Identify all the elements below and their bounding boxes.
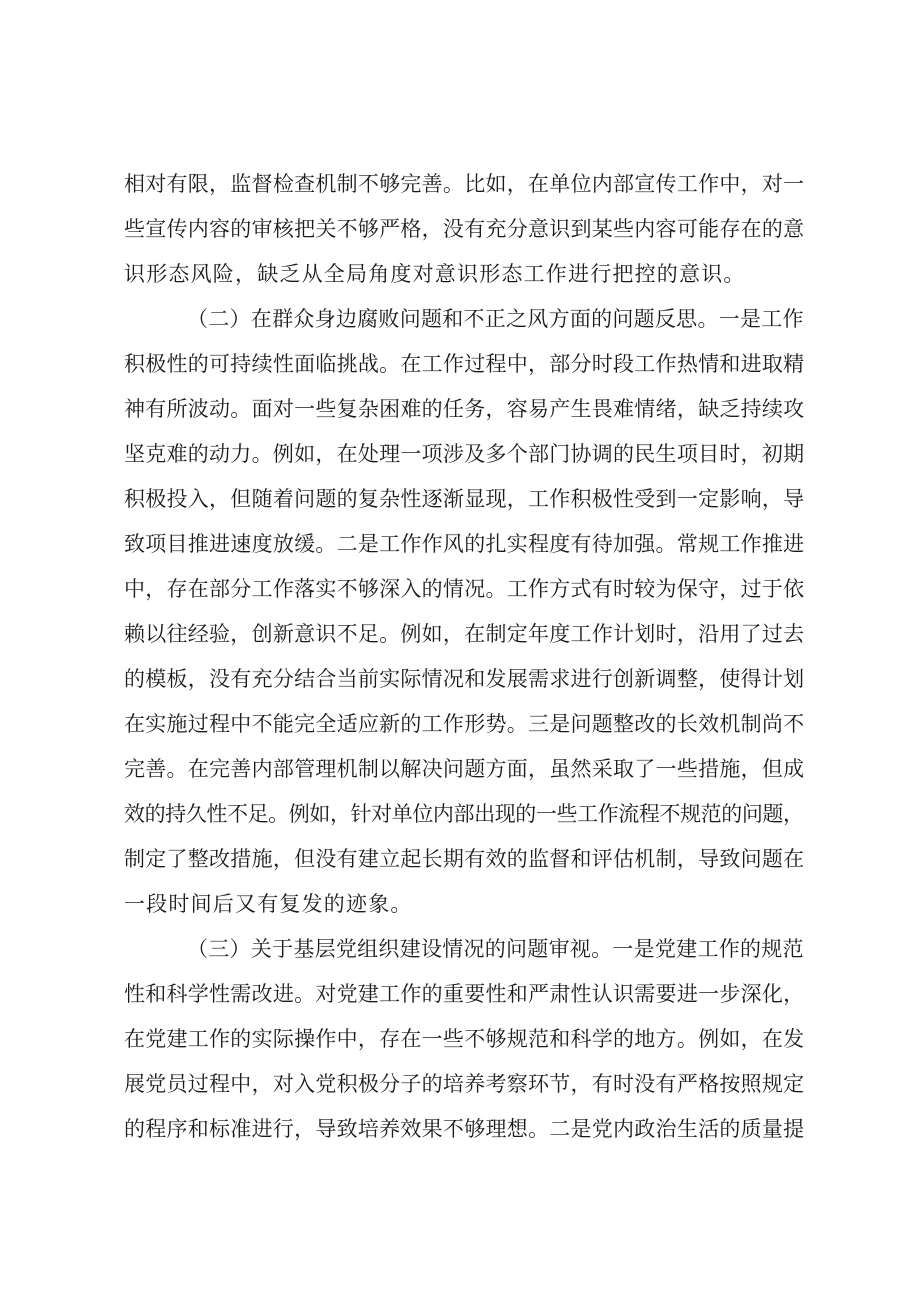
text-line: 识形态风险，缺乏从全局角度对意识形态工作进行把控的意识。 bbox=[124, 262, 746, 286]
text-line: 在实施过程中不能完全适应新的工作形势。三是问题整改的长效机制尚不 bbox=[124, 712, 805, 736]
text-line: 坚克难的动力。例如，在处理一项涉及多个部门协调的民生项目时，初期 bbox=[124, 442, 805, 466]
text-line: 完善。在完善内部管理机制以解决问题方面，虽然采取了一些措施，但成 bbox=[124, 757, 805, 781]
text-line: 神有所波动。面对一些复杂困难的任务，容易产生畏难情绪，缺乏持续攻 bbox=[124, 397, 805, 421]
text-line: 性和科学性需改进。对党建工作的重要性和严肃性认识需要进一步深化， bbox=[124, 982, 805, 1006]
text-line: 效的持久性不足。例如，针对单位内部出现的一些工作流程不规范的问题， bbox=[124, 802, 804, 826]
paragraph-heading-3: （三）关于基层党组织建设情况的问题审视。一是党建工作的规范 bbox=[187, 937, 804, 961]
text-line: 赖以往经验，创新意识不足。例如，在制定年度工作计划时，沿用了过去 bbox=[124, 622, 805, 646]
paragraph-heading-2: （二）在群众身边腐败问题和不正之风方面的问题反思。一是工作 bbox=[187, 307, 804, 331]
text-line: 的模板，没有充分结合当前实际情况和发展需求进行创新调整，使得计划 bbox=[124, 667, 805, 691]
text-line: 展党员过程中，对入党积极分子的培养考察环节，有时没有严格按照规定 bbox=[124, 1072, 805, 1096]
text-line: 些宣传内容的审核把关不够严格，没有充分意识到某些内容可能存在的意 bbox=[124, 217, 805, 241]
text-line: 积极投入，但随着问题的复杂性逐渐显现，工作积极性受到一定影响，导 bbox=[124, 487, 805, 511]
text-line: 致项目推进速度放缓。二是工作作风的扎实程度有待加强。常规工作推进 bbox=[124, 532, 805, 556]
text-line: 一段时间后又有复发的迹象。 bbox=[124, 892, 413, 916]
text-line: 积极性的可持续性面临挑战。在工作过程中，部分时段工作热情和进取精 bbox=[124, 352, 805, 376]
text-line: 的程序和标准进行，导致培养效果不够理想。二是党内政治生活的质量提 bbox=[124, 1117, 805, 1141]
text-line: 制定了整改措施，但没有建立起长期有效的监督和评估机制，导致问题在 bbox=[124, 847, 805, 871]
text-line: 相对有限，监督检查机制不够完善。比如，在单位内部宣传工作中，对一 bbox=[124, 172, 805, 196]
text-line: 在党建工作的实际操作中，存在一些不够规范和科学的地方。例如，在发 bbox=[124, 1027, 805, 1051]
text-line: 中，存在部分工作落实不够深入的情况。工作方式有时较为保守，过于依 bbox=[124, 577, 805, 601]
